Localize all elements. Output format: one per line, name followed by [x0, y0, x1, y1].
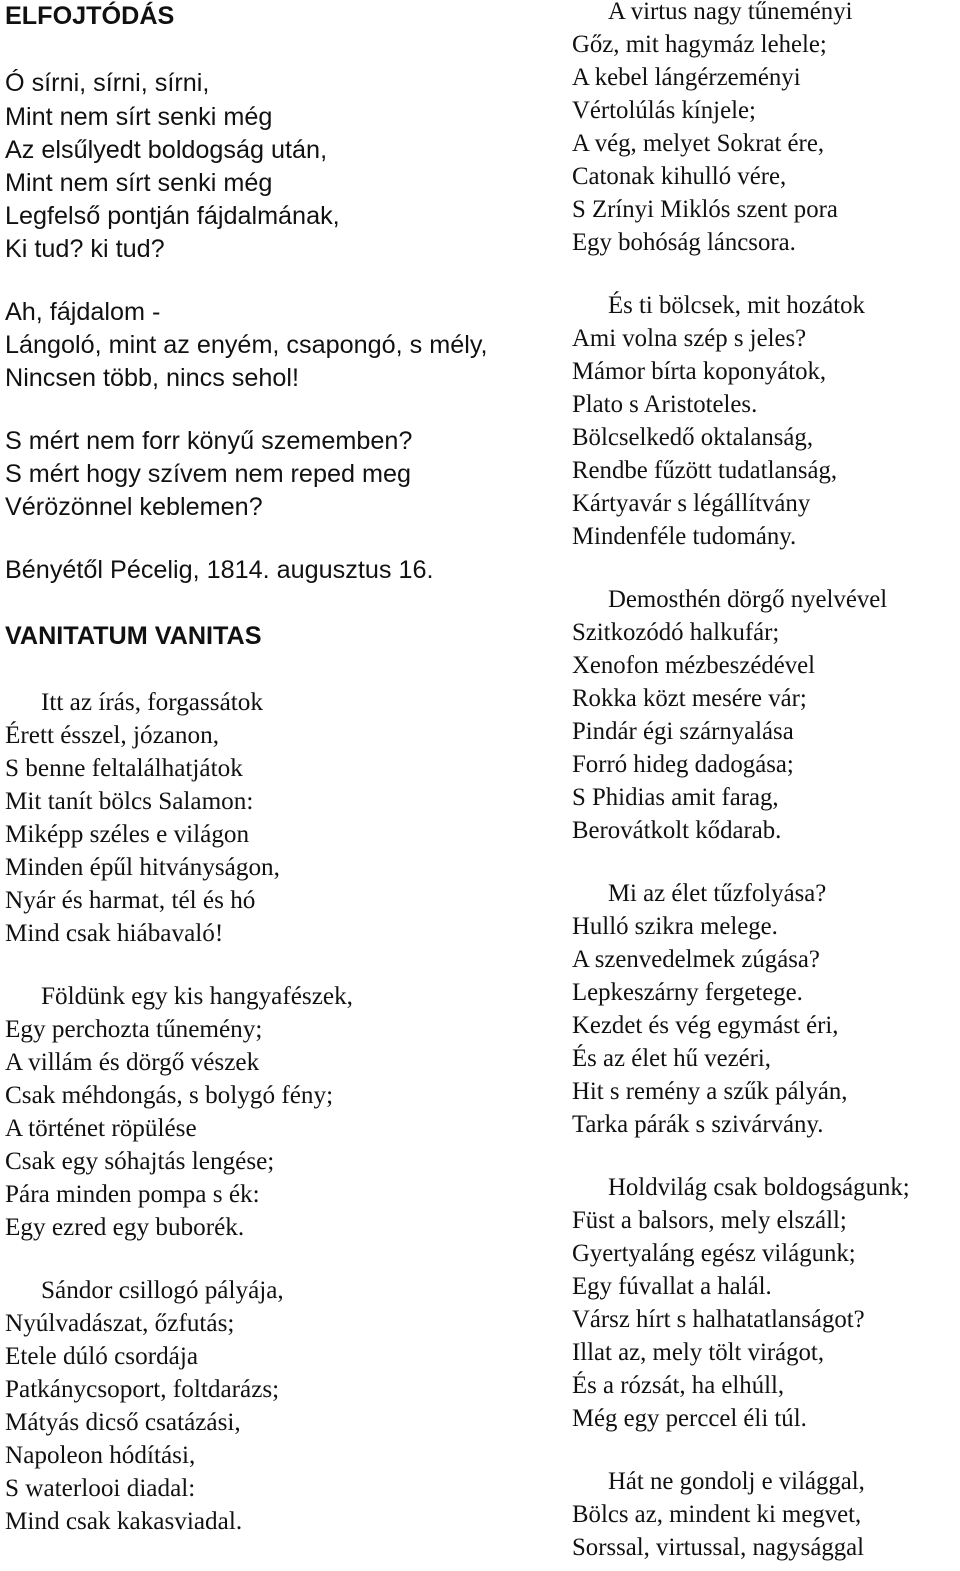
poem-line: Csak egy sóhajtás lengése; [5, 1148, 275, 1175]
stanza-first-line: Holdvilág csak boldogságunk; [608, 1174, 910, 1201]
poem-line: Rendbe fűzött tudatlanság, [572, 457, 838, 484]
poem-line: Ami volna szép s jeles? [572, 325, 807, 352]
poem-line: Illat az, mely tölt virágot, [572, 1339, 825, 1366]
poem-line: Ó sírni, sírni, sírni, [5, 69, 210, 97]
poem-line: Szitkozódó halkufár; [572, 619, 780, 646]
poem-line: Egy perchozta tűnemény; [5, 1016, 263, 1043]
poem-line: Bölcselkedő oktalanság, [572, 424, 814, 451]
poem-line: Nyúlvadászat, őzfutás; [5, 1310, 235, 1337]
poem-line: Mámor bírta koponyátok, [572, 358, 827, 385]
poem-line: S benne feltalálhatjátok [5, 755, 243, 782]
stanza-first-line: Sándor csillogó pályája, [41, 1277, 284, 1304]
poem-line: Patkánycsoport, foltdarázs; [5, 1376, 280, 1403]
poem-line: Nincsen több, nincs sehol! [5, 364, 300, 392]
poem-line: Gőz, mit hagymáz lehele; [572, 31, 827, 58]
poem-line: És a rózsát, ha elhúll, [572, 1372, 785, 1399]
poem-line: Sorssal, virtussal, nagysággal [572, 1534, 865, 1561]
poem-line: A kebel lángérzeményi [572, 64, 801, 91]
poem-line: Egy ezred egy buborék. [5, 1214, 245, 1241]
poem-line: Mint nem sírt senki még [5, 169, 273, 197]
poem-title: VANITATUM VANITAS [5, 622, 262, 650]
stanza-first-line: Itt az írás, forgassátok [41, 689, 263, 716]
poem-line: Az elsűlyedt boldogság után, [5, 136, 328, 164]
poem-line: Még egy perccel éli túl. [572, 1405, 807, 1432]
poem-title: ELFOJTÓDÁS [5, 2, 175, 30]
poem-line: Lepkeszárny fergetege. [572, 979, 803, 1006]
poem-line: Mind csak hiábavaló! [5, 920, 224, 947]
date-line: Bényétől Pécelig, 1814. augusztus 16. [5, 556, 434, 584]
poem-line: Miképp széles e világon [5, 821, 250, 848]
poem-line: Hit s remény a szűk pályán, [572, 1078, 848, 1105]
poem-line: A vég, melyet Sokrat ére, [572, 130, 825, 157]
poem-line: Etele dúló csordája [5, 1343, 199, 1370]
poem-line: Mind csak kakasviadal. [5, 1508, 243, 1535]
poem-line: Mint nem sírt senki még [5, 103, 273, 131]
poem-line: Pindár égi szárnyalása [572, 718, 794, 745]
poem-line: Füst a balsors, mely elszáll; [572, 1207, 847, 1234]
poem-line: Csak méhdongás, s bolygó fény; [5, 1082, 334, 1109]
poem-line: Pára minden pompa s ék: [5, 1181, 260, 1208]
poem-line: Érett ésszel, józanon, [5, 722, 220, 749]
poem-line: S mért nem forr könyű szememben? [5, 427, 413, 455]
poem-line: Kezdet és vég egymást éri, [572, 1012, 839, 1039]
poem-line: Catonak kihulló vére, [572, 163, 787, 190]
poem-line: Vértolúlás kínjele; [572, 97, 756, 124]
poem-line: A villám és dörgő vészek [5, 1049, 260, 1076]
poem-line: Egy fúvallat a halál. [572, 1273, 772, 1300]
poem-line: Ah, fájdalom - [5, 298, 161, 326]
poem-line: S Zrínyi Miklós szent pora [572, 196, 838, 223]
poem-line: Nyár és harmat, tél és hó [5, 887, 256, 914]
poem-line: Bölcs az, mindent ki megvet, [572, 1501, 862, 1528]
poem-line: A szenvedelmek zúgása? [572, 946, 820, 973]
poem-line: Mátyás dicső csatázási, [5, 1409, 241, 1436]
stanza-first-line: Hát ne gondolj e világgal, [608, 1468, 865, 1495]
stanza-first-line: Mi az élet tűzfolyása? [608, 880, 827, 907]
poem-line: S mért hogy szívem nem reped meg [5, 460, 411, 488]
poem-line: Gyertyaláng egész világunk; [572, 1240, 856, 1267]
poem-line: Egy bohóság láncsora. [572, 229, 796, 256]
poem-line: Lángoló, mint az enyém, csapongó, s mély, [5, 331, 488, 359]
poem-line: Napoleon hódítási, [5, 1442, 196, 1469]
stanza-first-line: És ti bölcsek, mit hozátok [608, 292, 865, 319]
stanza-first-line: Demosthén dörgő nyelvével [608, 586, 888, 613]
poem-line: S waterlooi diadal: [5, 1475, 196, 1502]
poem-line: Vérözönnel keblemen? [5, 493, 263, 521]
poem-line: Forró hideg dadogása; [572, 751, 794, 778]
stanza-first-line: A virtus nagy tűneményi [608, 0, 853, 25]
poem-line: Vársz hírt s halhatatlanságot? [572, 1306, 865, 1333]
poem-line: Hulló szikra melege. [572, 913, 778, 940]
poem-line: Mindenféle tudomány. [572, 523, 797, 550]
poem-line: Berovátkolt kődarab. [572, 817, 782, 844]
poem-line: Kártyavár s légállítvány [572, 490, 811, 517]
poem-line: Minden épűl hitványságon, [5, 854, 280, 881]
poem-line: S Phidias amit farag, [572, 784, 779, 811]
poem-line: Plato s Aristoteles. [572, 391, 758, 418]
poem-line: Mit tanít bölcs Salamon: [5, 788, 254, 815]
stanza-first-line: Földünk egy kis hangyafészek, [41, 983, 353, 1010]
poem-line: Xenofon mézbeszédével [572, 652, 816, 679]
poem-line: A történet röpülése [5, 1115, 197, 1142]
poem-line: Legfelső pontján fájdalmának, [5, 202, 340, 230]
poem-line: Ki tud? ki tud? [5, 235, 165, 263]
poem-line: És az élet hű vezéri, [572, 1045, 771, 1072]
poem-line: Tarka párák s szivárvány. [572, 1111, 824, 1138]
poem-line: Rokka közt mesére vár; [572, 685, 807, 712]
